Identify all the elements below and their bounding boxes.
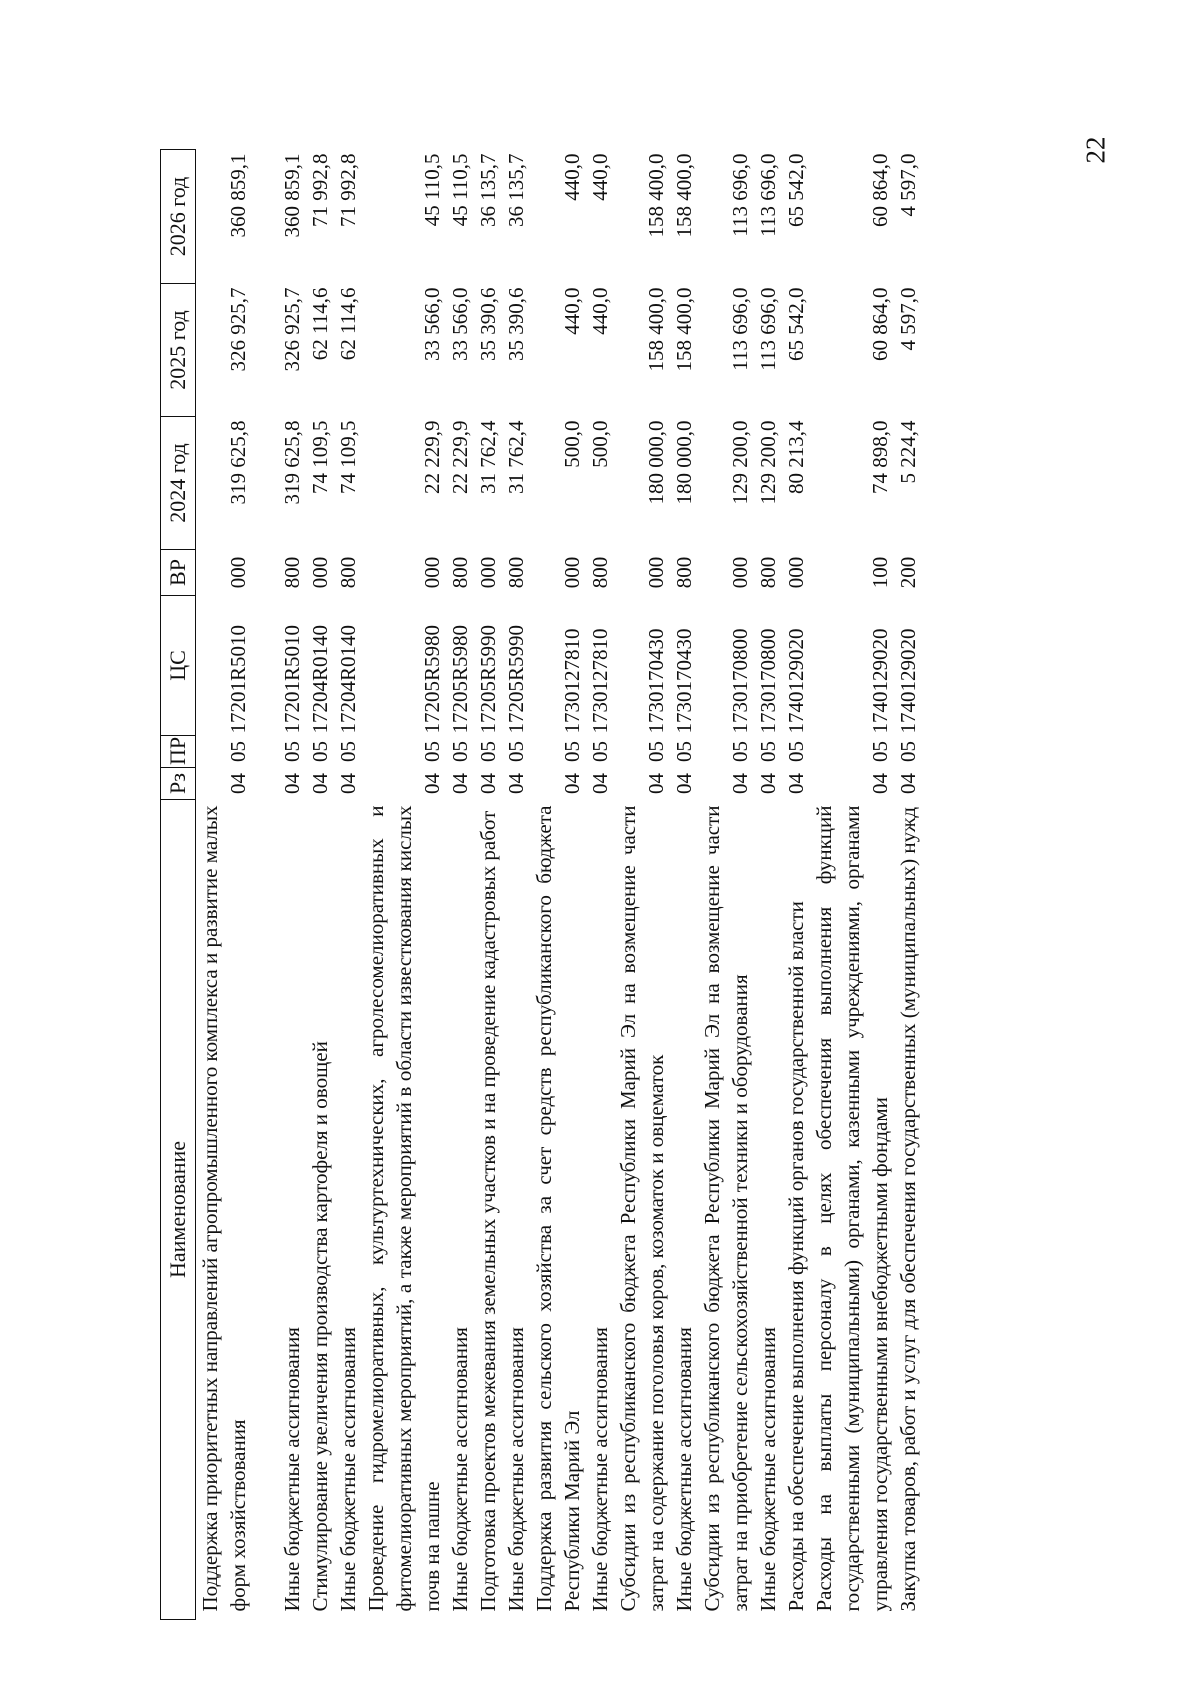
row-value-2024: 74 109,5 xyxy=(336,420,360,494)
row-pr: 05 xyxy=(672,741,696,762)
row-name: Подготовка проектов межевания земельных участков и на проведение кадастровых работ xyxy=(476,810,500,1612)
row-value-2025: 326 925,7 xyxy=(280,287,304,372)
table-body xyxy=(196,150,923,1620)
row-rz: 04 xyxy=(504,773,528,794)
row-value-2025: 113 696,0 xyxy=(756,287,780,371)
row-cs: 1730170800 xyxy=(728,628,752,734)
row-cs: 17201R5010 xyxy=(226,624,250,734)
row-pr: 05 xyxy=(336,741,360,762)
row-name: Расходы на выплаты персоналу в целях обеспечения выполнения функций государственными (муниципальными) органами, казенными учреждениями, органами управления государственными внебюджетными фондами xyxy=(812,805,892,1612)
row-value-2026: 113 696,0 xyxy=(756,153,780,237)
row-cs: 17201R5010 xyxy=(280,624,304,734)
row-name: Иные бюджетные ассигнования xyxy=(588,1327,612,1612)
row-vr: 000 xyxy=(420,556,444,589)
header-vr: ВР xyxy=(161,550,196,596)
row-rz: 04 xyxy=(420,773,444,794)
row-rz: 04 xyxy=(226,773,250,794)
row-cs: 17205R5980 xyxy=(448,624,472,734)
row-value-2025: 60 864,0 xyxy=(868,287,892,361)
row-value-2024: 500,0 xyxy=(560,420,584,468)
row-value-2026: 440,0 xyxy=(560,153,584,201)
row-pr: 05 xyxy=(644,741,668,762)
row-cs: 1730170430 xyxy=(644,628,668,734)
row-value-2025: 33 566,0 xyxy=(448,287,472,361)
row-value-2024: 74 898,0 xyxy=(868,420,892,494)
table-row xyxy=(754,150,782,1620)
row-value-2026: 71 992,8 xyxy=(308,153,332,227)
row-value-2024: 129 200,0 xyxy=(756,420,780,505)
row-rz: 04 xyxy=(476,773,500,794)
page-number: 22 xyxy=(1080,136,1111,164)
table-row xyxy=(334,150,362,1620)
row-pr: 05 xyxy=(504,741,528,762)
row-pr: 05 xyxy=(588,741,612,762)
row-value-2026: 45 110,5 xyxy=(420,153,444,227)
rotated-page-content xyxy=(160,150,1060,1620)
row-cs: 17205R5980 xyxy=(420,624,444,734)
row-pr: 05 xyxy=(420,741,444,762)
row-value-2026: 36 135,7 xyxy=(476,153,500,227)
row-rz: 04 xyxy=(672,773,696,794)
row-value-2026: 158 400,0 xyxy=(672,153,696,238)
row-cs: 1740129020 xyxy=(868,628,892,734)
table-row xyxy=(698,150,754,1620)
table-row xyxy=(670,150,698,1620)
row-pr: 05 xyxy=(448,741,472,762)
row-vr: 000 xyxy=(308,556,332,589)
row-name: Проведение гидромелиоративных, культуртехнических, агролесомелиоративных и фитомелиоративных мероприятий, а также мероприятий в области известкования кислых почв на пашне xyxy=(364,805,444,1612)
row-pr: 05 xyxy=(280,741,304,762)
row-cs: 17205R5990 xyxy=(476,624,500,734)
header-2024: 2024 год xyxy=(161,417,196,550)
header-cs: ЦС xyxy=(161,596,196,736)
row-value-2026: 36 135,7 xyxy=(504,153,528,227)
table-row xyxy=(446,150,474,1620)
row-cs: 1730127810 xyxy=(560,628,584,734)
row-value-2025: 158 400,0 xyxy=(644,287,668,372)
row-rz: 04 xyxy=(644,773,668,794)
table-row xyxy=(894,150,922,1620)
row-value-2026: 113 696,0 xyxy=(728,153,752,237)
row-value-2024: 74 109,5 xyxy=(308,420,332,494)
table-row xyxy=(196,150,253,1620)
row-value-2025: 35 390,6 xyxy=(476,287,500,361)
table-row xyxy=(252,150,306,1620)
row-vr: 000 xyxy=(226,556,250,589)
row-vr: 000 xyxy=(644,556,668,589)
row-rz: 04 xyxy=(896,773,920,794)
header-name: Наименование xyxy=(161,800,196,1620)
row-rz: 04 xyxy=(336,773,360,794)
row-vr: 200 xyxy=(896,556,920,589)
row-value-2026: 360 859,1 xyxy=(226,153,250,238)
row-value-2025: 440,0 xyxy=(560,287,584,335)
row-pr: 05 xyxy=(226,741,250,762)
row-value-2024: 180 000,0 xyxy=(644,420,668,505)
row-value-2025: 158 400,0 xyxy=(672,287,696,372)
row-rz: 04 xyxy=(868,773,892,794)
row-pr: 05 xyxy=(756,741,780,762)
row-value-2026: 158 400,0 xyxy=(644,153,668,238)
row-value-2024: 31 762,4 xyxy=(476,420,500,494)
row-pr: 05 xyxy=(476,741,500,762)
row-value-2025: 35 390,6 xyxy=(504,287,528,361)
row-value-2026: 71 992,8 xyxy=(336,153,360,227)
row-value-2024: 80 213,4 xyxy=(784,420,808,494)
row-value-2026: 4 597,0 xyxy=(896,153,920,217)
row-name: Поддержка развития сельского хозяйства за счет средств республиканского бюджета Республики Марий Эл xyxy=(532,805,584,1612)
row-value-2025: 326 925,7 xyxy=(226,287,250,372)
row-vr: 800 xyxy=(588,556,612,589)
row-vr: 800 xyxy=(336,556,360,589)
row-value-2024: 319 625,8 xyxy=(280,420,304,505)
row-value-2025: 113 696,0 xyxy=(728,287,752,371)
row-name: Субсидии из республиканского бюджета Республики Марий Эл на возмещение части затрат на приобретение сельскохозяйственной техники и оборудования xyxy=(700,805,752,1612)
row-value-2025: 4 597,0 xyxy=(896,287,920,351)
row-vr: 800 xyxy=(756,556,780,589)
row-vr: 800 xyxy=(504,556,528,589)
row-vr: 100 xyxy=(868,556,892,589)
row-value-2024: 180 000,0 xyxy=(672,420,696,505)
row-name: Закупка товаров, работ и услуг для обеспечения государственных (муниципальных) нужд xyxy=(896,806,920,1612)
row-name: Поддержка приоритетных направлений агропромышленного комплекса и развитие малых форм хозяйствования xyxy=(198,805,250,1612)
row-value-2024: 22 229,9 xyxy=(420,420,444,494)
row-pr: 05 xyxy=(728,741,752,762)
row-name: Расходы на обеспечение выполнения функций органов государственной власти xyxy=(784,901,808,1612)
table-row xyxy=(810,150,894,1620)
row-value-2026: 360 859,1 xyxy=(280,153,304,238)
table-row xyxy=(586,150,614,1620)
row-vr: 000 xyxy=(728,556,752,589)
row-cs: 1740129020 xyxy=(784,628,808,734)
row-rz: 04 xyxy=(728,773,752,794)
budget-table xyxy=(160,149,922,1620)
row-value-2024: 319 625,8 xyxy=(226,420,250,505)
row-cs: 1730127810 xyxy=(588,628,612,734)
row-rz: 04 xyxy=(756,773,780,794)
row-rz: 04 xyxy=(588,773,612,794)
row-rz: 04 xyxy=(448,773,472,794)
row-value-2024: 5 224,4 xyxy=(896,420,920,484)
row-name: Иные бюджетные ассигнования xyxy=(280,1327,304,1612)
row-cs: 17204R0140 xyxy=(336,624,360,734)
row-vr: 800 xyxy=(280,556,304,589)
row-pr: 05 xyxy=(308,741,332,762)
row-value-2024: 22 229,9 xyxy=(448,420,472,494)
row-name: Иные бюджетные ассигнования xyxy=(504,1327,528,1612)
table-row xyxy=(362,150,446,1620)
row-value-2025: 62 114,6 xyxy=(336,287,360,361)
table-row xyxy=(306,150,334,1620)
header-2026: 2026 год xyxy=(161,150,196,284)
row-cs: 17204R0140 xyxy=(308,624,332,734)
row-name: Субсидии из республиканского бюджета Республики Марий Эл на возмещение части затрат на содержание поголовья коров, козоматок и овцематок xyxy=(616,805,668,1612)
header-pr: ПР xyxy=(161,736,196,768)
row-vr: 800 xyxy=(448,556,472,589)
row-name: Стимулирование увеличения производства картофеля и овощей xyxy=(308,1041,332,1612)
row-name: Иные бюджетные ассигнования xyxy=(448,1327,472,1612)
row-pr: 05 xyxy=(868,741,892,762)
table-row xyxy=(614,150,670,1620)
header-rz: Рз xyxy=(161,768,196,800)
row-rz: 04 xyxy=(560,773,584,794)
row-value-2025: 62 114,6 xyxy=(308,287,332,361)
row-pr: 05 xyxy=(560,741,584,762)
row-value-2026: 65 542,0 xyxy=(784,153,808,227)
row-value-2024: 500,0 xyxy=(588,420,612,468)
row-vr: 000 xyxy=(560,556,584,589)
row-cs: 1730170430 xyxy=(672,628,696,734)
row-value-2025: 440,0 xyxy=(588,287,612,335)
row-rz: 04 xyxy=(280,773,304,794)
row-value-2024: 31 762,4 xyxy=(504,420,528,494)
row-pr: 05 xyxy=(784,741,808,762)
row-name: Иные бюджетные ассигнования xyxy=(336,1327,360,1612)
row-value-2025: 33 566,0 xyxy=(420,287,444,361)
table-header-row xyxy=(161,150,196,1620)
table-row xyxy=(782,150,810,1620)
row-cs: 1740129020 xyxy=(896,628,920,734)
table-row xyxy=(474,150,502,1620)
row-value-2026: 440,0 xyxy=(588,153,612,201)
row-cs: 1730170800 xyxy=(756,628,780,734)
table-row xyxy=(530,150,586,1620)
row-name: Иные бюджетные ассигнования xyxy=(672,1327,696,1612)
row-rz: 04 xyxy=(308,773,332,794)
row-vr: 000 xyxy=(784,556,808,589)
row-value-2026: 60 864,0 xyxy=(868,153,892,227)
row-rz: 04 xyxy=(784,773,808,794)
row-pr: 05 xyxy=(896,741,920,762)
row-value-2025: 65 542,0 xyxy=(784,287,808,361)
row-vr: 000 xyxy=(476,556,500,589)
row-cs: 17205R5990 xyxy=(504,624,528,734)
header-2025: 2025 год xyxy=(161,284,196,417)
row-vr: 800 xyxy=(672,556,696,589)
table-row xyxy=(502,150,530,1620)
row-value-2026: 45 110,5 xyxy=(448,153,472,227)
row-name: Иные бюджетные ассигнования xyxy=(756,1327,780,1612)
row-value-2024: 129 200,0 xyxy=(728,420,752,505)
